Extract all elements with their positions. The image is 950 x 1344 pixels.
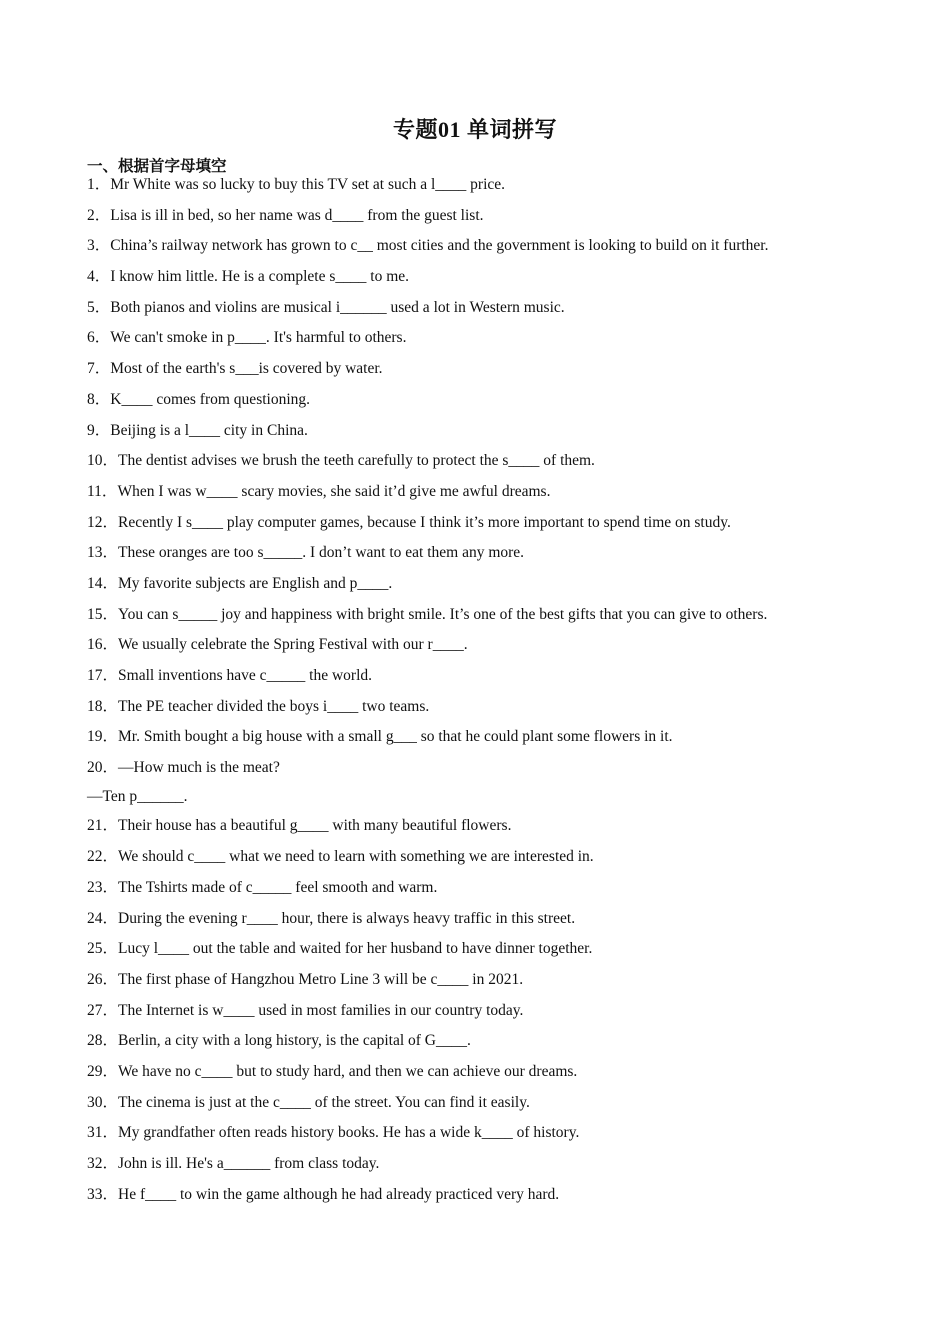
question-number: 2． <box>87 206 111 224</box>
question-item <box>87 758 887 787</box>
question-number: 18． <box>87 697 119 715</box>
question-text: Lucy l____ out the table and waited for her husband to have dinner together. <box>118 940 593 958</box>
question-text: Beijing is a l____ city in China. <box>110 421 308 439</box>
question-number: 21． <box>87 817 119 835</box>
question-number: 8． <box>87 390 111 408</box>
question-text: The Tshirts made of c_____ feel smooth and warm. <box>118 878 438 896</box>
question-number: 23． <box>87 878 119 896</box>
question-text: Recently I s____ play computer games, because I think it’s more important to spend time on study. <box>118 513 731 531</box>
question-number: 22． <box>87 848 119 866</box>
question-text: —Ten p______. <box>87 788 188 806</box>
question-text: The first phase of Hangzhou Metro Line 3 will be c____ in 2021. <box>118 970 524 988</box>
question-item <box>87 1031 887 1062</box>
question-number: 1． <box>87 176 111 193</box>
page-title: 专题01 单词拼写 <box>392 117 557 142</box>
question-item <box>87 390 887 421</box>
question-text: —How much is the meat? <box>118 759 280 777</box>
question-number: 4． <box>87 268 111 286</box>
question-text: The cinema is just at the c____ of the street. You can find it easily. <box>118 1093 530 1111</box>
question-item <box>87 939 887 970</box>
answer-line <box>87 787 887 816</box>
question-item <box>87 421 887 452</box>
question-text: I know him little. He is a complete s____ to me. <box>110 268 410 286</box>
question-text: The dentist advises we brush the teeth carefully to protect the s____ of them. <box>118 452 595 470</box>
question-item <box>87 909 887 940</box>
question-item <box>87 816 887 847</box>
question-text: We have no c____ but to study hard, and then we can achieve our dreams. <box>118 1062 578 1080</box>
question-text: These oranges are too s_____. I don’t want to eat them any more. <box>118 544 525 562</box>
question-number: 30． <box>87 1093 119 1111</box>
question-text: We can't smoke in p____. It's harmful to others. <box>110 329 407 347</box>
question-item <box>87 359 887 390</box>
question-number: 17． <box>87 667 119 684</box>
question-item <box>87 697 887 728</box>
question-item <box>87 970 887 1001</box>
question-text: You can s_____ joy and happiness with bright smile. It’s one of the best gifts that you can give to others. <box>118 605 768 623</box>
question-text: We usually celebrate the Spring Festival with our r____. <box>118 636 468 654</box>
question-item <box>87 175 887 206</box>
question-number: 10． <box>87 452 119 470</box>
question-item <box>87 878 887 909</box>
question-number: 3． <box>87 237 111 255</box>
question-item <box>87 1123 887 1154</box>
question-item <box>87 267 887 298</box>
question-number: 28． <box>87 1032 119 1050</box>
question-number: 6． <box>87 329 111 347</box>
question-text: Both pianos and violins are musical i______ used a lot in Western music. <box>110 298 565 316</box>
question-number: 27． <box>87 1001 119 1019</box>
question-text: He f____ to win the game although he had already practiced very hard. <box>118 1185 560 1203</box>
question-number: 15． <box>87 605 119 623</box>
question-item <box>87 605 887 636</box>
question-item <box>87 482 887 513</box>
question-item <box>87 1001 887 1032</box>
question-text: Lisa is ill in bed, so her name was d____ from the guest list. <box>110 206 484 224</box>
question-number: 29． <box>87 1062 119 1080</box>
question-text: Berlin, a city with a long history, is the capital of G____. <box>118 1032 471 1050</box>
question-number: 16． <box>87 636 119 654</box>
question-number: 14． <box>87 574 119 592</box>
question-number: 26． <box>87 970 119 988</box>
question-text: Mr White was so lucky to buy this TV set at such a l____ price. <box>110 176 506 193</box>
question-item <box>87 847 887 878</box>
question-item <box>87 1093 887 1124</box>
question-text: Most of the earth's s___is covered by water. <box>110 360 383 378</box>
question-text: My favorite subjects are English and p____. <box>118 574 393 592</box>
question-number: 11． <box>87 482 118 500</box>
question-list <box>87 175 887 1215</box>
question-item <box>87 206 887 237</box>
question-number: 5． <box>87 298 111 316</box>
question-number: 32． <box>87 1155 119 1172</box>
question-number: 20． <box>87 759 119 777</box>
question-text: My grandfather often reads history books. He has a wide k____ of history. <box>118 1124 580 1142</box>
question-number: 13． <box>87 544 119 562</box>
question-item <box>87 298 887 329</box>
question-item <box>87 451 887 482</box>
question-text: We should c____ what we need to learn with something we are interested in. <box>118 848 594 866</box>
question-text: During the evening r____ hour, there is always heavy traffic in this street. <box>118 909 576 927</box>
question-text: The Internet is w____ used in most families in our country today. <box>118 1001 524 1019</box>
question-number: 7． <box>87 360 111 378</box>
section-heading: 一、根据首字母填空 <box>87 158 227 175</box>
question-item <box>87 635 887 666</box>
question-item <box>87 727 887 758</box>
question-number: 33． <box>87 1185 119 1203</box>
question-item <box>87 328 887 359</box>
question-item <box>87 574 887 605</box>
question-text: Their house has a beautiful g____ with many beautiful flowers. <box>118 817 512 835</box>
question-text: Mr. Smith bought a big house with a small g___ so that he could plant some flowers in it. <box>118 728 673 746</box>
question-number: 24． <box>87 909 119 927</box>
question-item <box>87 543 887 574</box>
question-text: K____ comes from questioning. <box>110 390 311 408</box>
question-item <box>87 1062 887 1093</box>
question-item <box>87 1185 887 1216</box>
question-text: Small inventions have c_____ the world. <box>118 667 373 684</box>
question-item <box>87 666 887 697</box>
question-item <box>87 1154 887 1185</box>
question-number: 9． <box>87 421 111 439</box>
question-number: 19． <box>87 728 119 746</box>
question-text: The PE teacher divided the boys i____ two teams. <box>118 697 430 715</box>
question-text: When I was w____ scary movies, she said it’d give me awful dreams. <box>117 482 551 500</box>
question-number: 31． <box>87 1124 119 1142</box>
question-number: 12． <box>87 513 119 531</box>
question-item <box>87 236 887 267</box>
question-text: China’s railway network has grown to c__ most cities and the government is looking to build on it further. <box>110 237 769 255</box>
question-item <box>87 513 887 544</box>
question-text: John is ill. He's a______ from class today. <box>118 1155 380 1172</box>
question-number: 25． <box>87 940 119 958</box>
